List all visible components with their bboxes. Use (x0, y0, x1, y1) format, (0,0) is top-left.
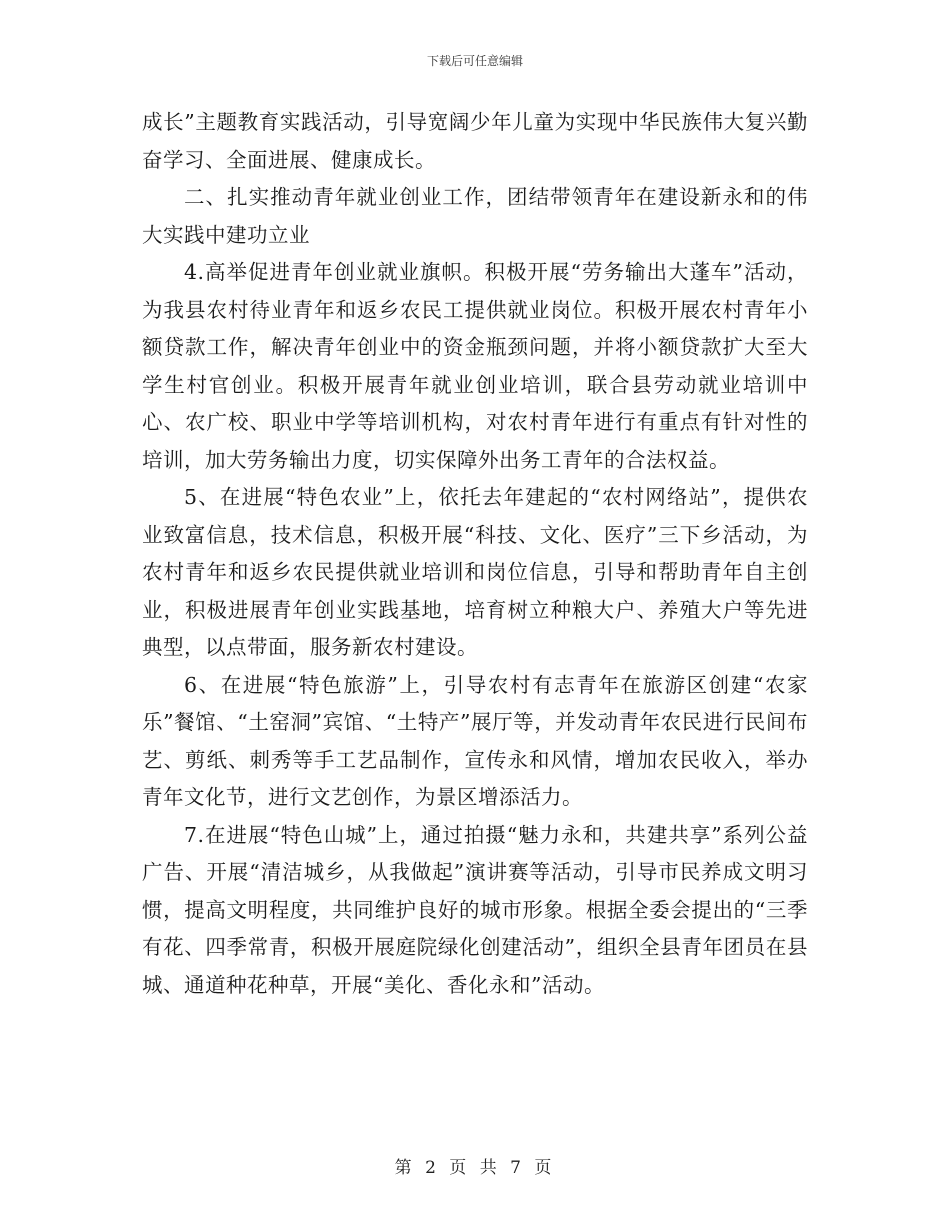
paragraph-item-4: 4.高举促进青年创业就业旗帜。积极开展“劳务输出大蓬车”活动，为我县农村待业青年和返乡农民工提供就业岗位。积极开展农村青年小额贷款工作，解决青年创业中的资金瓶颈问题，并将小额贷款扩大至大学生村官创业。积极开展青年就业创业培训，联合县劳动就业培训中心、农广校、职业中学等培训机构，对农村青年进行有重点有针对性的培训，加大劳务输出力度，切实保障外出务工青年的合法权益。 (142, 260, 808, 472)
paragraph-item-6: 6、在进展“特色旅游”上，引导农村有志青年在旅游区创建“农家乐”餐馆、“土窑洞”宾馆、“土特产”展厅等，并发动青年农民进行民间布艺、剪纸、刺秀等手工艺品制作，宣传永和风情，增加农民收入，举办青年文化节，进行文艺创作，为景区增添活力。 (142, 672, 808, 809)
document-body (142, 104, 808, 1004)
paragraph-item-5: 5、在进展“特色农业”上，依托去年建起的“农村网络站”，提供农业致富信息，技术信息，积极开展“科技、文化、医疗”三下乡活动，为农村青年和返乡农民提供就业培训和岗位信息，引导和帮助青年自主创业，积极进展青年创业实践基地，培育树立种粮大户、养殖大户等先进典型，以点带面，服务新农村建设。 (142, 485, 808, 659)
paragraph-item-7: 7.在进展“特色山城”上，通过拍摄“魅力永和，共建共享”系列公益广告、开展“清洁城乡，从我做起”演讲赛等活动，引导市民养成文明习惯，提高文明程度，共同维护良好的城市形象。根据全委会提出的“三季有花、四季常青，积极开展庭院绿化创建活动”，组织全县青年团员在县城、通道种花种草，开展“美化、香化永和”活动。 (142, 822, 808, 997)
page-footer: 第 2 页 共 7 页 (394, 1158, 556, 1178)
section-heading-2: 二、扎实推动青年就业创业工作，团结带领青年在建设新永和的伟大实践中建功立业 (142, 185, 808, 247)
page-header: 下载后可任意编辑 (426, 54, 523, 68)
paragraph-continuation: 成长”主题教育实践活动，引导宽阔少年儿童为实现中华民族伟大复兴勤奋学习、全面进展、健康成长。 (142, 110, 808, 172)
